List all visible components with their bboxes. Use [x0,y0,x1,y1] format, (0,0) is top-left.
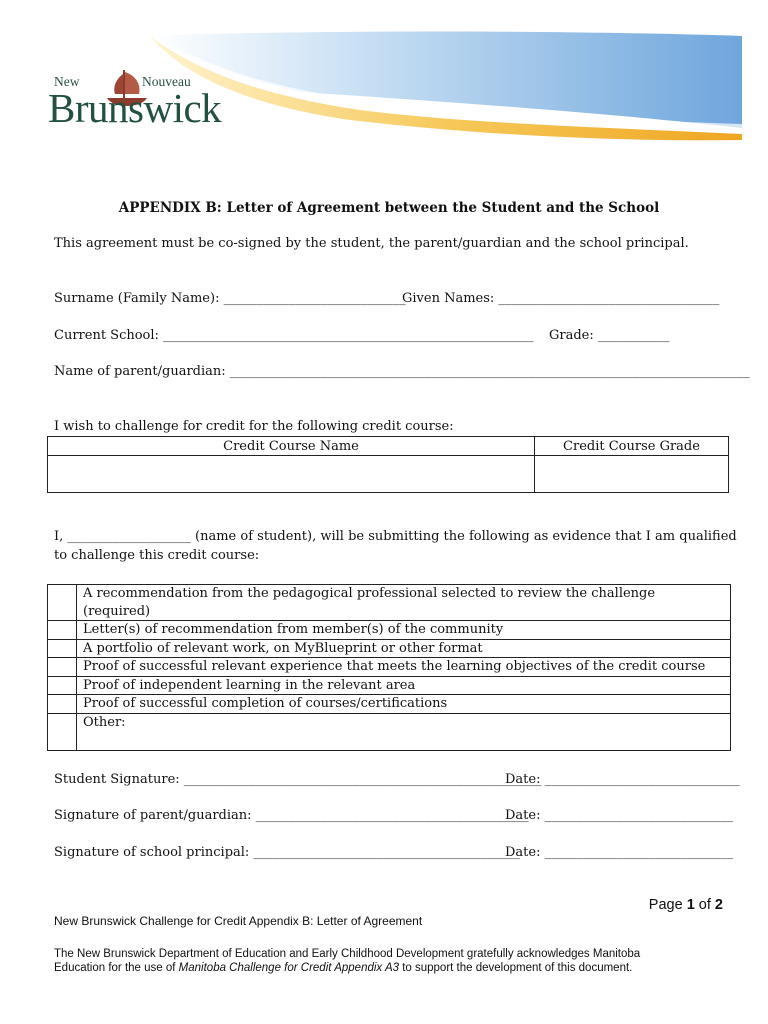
evidence-row [48,695,731,714]
footer-ack-pre: Education for the use of [54,962,179,974]
evidence-row [48,658,731,677]
evidence-item: Letter(s) of recommendation from member(s) of the community [77,621,731,640]
parent-name-field[interactable]: Name of parent/guardian: ________________________________________________________________________________ [54,364,750,379]
student-date-field[interactable]: Date: ______________________________ [505,772,740,787]
parent-date-field[interactable]: Date: _____________________________ [505,808,734,823]
evidence-item: Proof of successful completion of courses/certifications [77,695,731,714]
logo-brunswick-text: Brunswick [48,85,222,131]
course-grade-header: Credit Course Grade [535,437,729,456]
evidence-item: Proof of successful relevant experience that meets the learning objectives of the credit course [77,658,731,677]
page-number [649,897,723,913]
surname-field[interactable]: Surname (Family Name): ____________________________ [54,291,406,306]
evidence-row [48,676,731,695]
footer-ack-post: to support the development of this document. [399,962,633,974]
evidence-checkbox[interactable] [48,695,77,714]
evidence-row [48,585,731,621]
page-total: 2 [714,897,723,913]
evidence-checkbox[interactable] [48,713,77,750]
course-grade-cell[interactable] [535,456,729,493]
credit-course-table [47,436,729,493]
evidence-table [47,584,731,751]
evidence-checkbox[interactable] [48,585,77,621]
evidence-intro-line2: to challenge this credit course: [54,548,260,563]
evidence-item: A recommendation from the pedagogical professional selected to review the challenge (required) [77,585,731,621]
page-prefix: Page [648,897,687,913]
page-current: 1 [686,897,695,913]
footer-doc-title: New Brunswick Challenge for Credit Appendix B: Letter of Agreement [54,914,423,928]
course-name-cell[interactable] [48,456,535,493]
given-names-field[interactable]: Given Names: __________________________________ [402,291,720,306]
principal-date-field[interactable]: Date: _____________________________ [505,845,734,860]
evidence-checkbox[interactable] [48,676,77,695]
principal-signature-field[interactable]: Signature of school principal: _________________________________________ [54,845,520,860]
evidence-row [48,639,731,658]
logo-nouveau-text: Nouveau [142,74,191,89]
evidence-checkbox[interactable] [48,639,77,658]
page-of: of [694,897,715,913]
current-school-field[interactable]: Current School: _________________________________________________________ [54,328,534,343]
footer-ack-line2 [54,962,632,974]
footer-ack-line1: The New Brunswick Department of Education and Early Childhood Development gratefully acknowledges Manitoba [54,948,641,960]
grade-field[interactable]: Grade: ___________ [549,328,670,343]
brand-logo [48,74,222,131]
challenge-intro: I wish to challenge for credit for the following credit course: [54,419,454,434]
evidence-row-other [48,713,731,750]
intro-text: This agreement must be co-signed by the student, the parent/guardian and the school principal. [54,236,689,251]
course-name-header: Credit Course Name [48,437,535,456]
evidence-item: Proof of independent learning in the relevant area [77,676,731,695]
footer-ack-italic: Manitoba Challenge for Credit Appendix A3 [178,962,400,974]
evidence-intro-line1: I, ___________________ (name of student), will be submitting the following as evidence that I am qualified [54,529,737,544]
evidence-checkbox[interactable] [48,658,77,677]
logo-new-text: New [54,74,80,89]
evidence-item: A portfolio of relevant work, on MyBlueprint or other format [77,639,731,658]
evidence-checkbox[interactable] [48,621,77,640]
student-signature-field[interactable]: Student Signature: _______________________________________________________ [54,772,542,787]
evidence-row [48,621,731,640]
parent-signature-field[interactable]: Signature of parent/guardian: __________________________________________ [54,808,529,823]
evidence-item-other[interactable]: Other: [77,713,731,750]
document-title: APPENDIX B: Letter of Agreement between the Student and the School [118,200,660,216]
